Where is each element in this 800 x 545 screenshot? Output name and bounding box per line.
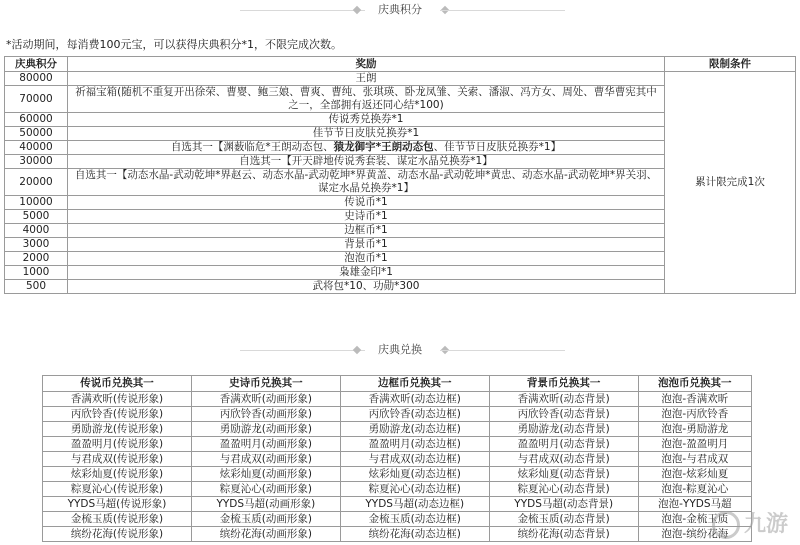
exchange-cell: 泡泡-缤纷花海 bbox=[638, 527, 751, 542]
reward-cell: 史诗币*1 bbox=[68, 210, 665, 224]
table-row bbox=[43, 437, 752, 452]
exchange-cell: 丙欣铃香(动画形象) bbox=[191, 407, 340, 422]
exchange-cell: 与君成双(动态背景) bbox=[489, 452, 638, 467]
points-cell: 2000 bbox=[5, 252, 68, 266]
exchange-cell: YYDS马超(动态边框) bbox=[340, 497, 489, 512]
site-watermark: 九游 bbox=[712, 507, 788, 539]
reward-cell bbox=[68, 141, 665, 155]
reward-cell: 背景币*1 bbox=[68, 238, 665, 252]
exchange-cell: 勇励游龙(传说形象) bbox=[43, 422, 192, 437]
exchange-cell: 泡泡-香满欢昕 bbox=[638, 392, 751, 407]
logo-icon bbox=[712, 511, 740, 539]
activity-note: *活动期间，每消费100元宝，可以获得庆典积分*1，不限完成次数。 bbox=[6, 38, 342, 51]
header-bubble-coin: 泡泡币兑换其一 bbox=[638, 376, 751, 392]
exchange-cell: 炫彩灿夏(动态背景) bbox=[489, 467, 638, 482]
exchange-cell: 泡泡-炫彩灿夏 bbox=[638, 467, 751, 482]
exchange-cell: 与君成双(动态边框) bbox=[340, 452, 489, 467]
points-cell: 20000 bbox=[5, 169, 68, 196]
reward-cell: 边框币*1 bbox=[68, 224, 665, 238]
exchange-cell: 泡泡-金梳玉质 bbox=[638, 512, 751, 527]
points-cell: 50000 bbox=[5, 127, 68, 141]
exchange-cell: 香满欢昕(传说形象) bbox=[43, 392, 192, 407]
exchange-cell: 粽夏沁心(传说形象) bbox=[43, 482, 192, 497]
exchange-cell: 粽夏沁心(动态背景) bbox=[489, 482, 638, 497]
points-cell: 70000 bbox=[5, 86, 68, 113]
table-row bbox=[43, 407, 752, 422]
exchange-cell: 盈盈明月(动画形象) bbox=[191, 437, 340, 452]
header-background-coin: 背景币兑换其一 bbox=[489, 376, 638, 392]
exchange-cell: 泡泡-YYDS马超 bbox=[638, 497, 751, 512]
table-row bbox=[43, 467, 752, 482]
reward-cell: 传说币*1 bbox=[68, 196, 665, 210]
reward-cell: 王朗 bbox=[68, 72, 665, 86]
points-cell: 60000 bbox=[5, 113, 68, 127]
points-cell: 80000 bbox=[5, 72, 68, 86]
exchange-cell: 盈盈明月(传说形象) bbox=[43, 437, 192, 452]
reward-text: 自选其一【渊薮临危*王朗动态包、 bbox=[170, 141, 334, 153]
section-title-points: 庆典积分 bbox=[378, 3, 422, 16]
exchange-cell: 缤纷花海(传说形象) bbox=[43, 527, 192, 542]
exchange-cell: 缤纷花海(动态背景) bbox=[489, 527, 638, 542]
exchange-cell: 金梳玉质(传说形象) bbox=[43, 512, 192, 527]
header-frame-coin: 边框币兑换其一 bbox=[340, 376, 489, 392]
points-cell: 3000 bbox=[5, 238, 68, 252]
reward-cell: 武将包*10、功勋*300 bbox=[68, 280, 665, 294]
exchange-cell: 炫彩灿夏(传说形象) bbox=[43, 467, 192, 482]
exchange-cell: 泡泡-盈盈明月 bbox=[638, 437, 751, 452]
exchange-cell: 粽夏沁心(动态边框) bbox=[340, 482, 489, 497]
points-cell: 5000 bbox=[5, 210, 68, 224]
exchange-cell: 香满欢昕(动态边框) bbox=[340, 392, 489, 407]
exchange-cell: 泡泡-勇励游龙 bbox=[638, 422, 751, 437]
table-row bbox=[43, 512, 752, 527]
section-divider-exchange bbox=[0, 342, 800, 358]
exchange-cell: 勇励游龙(动态背景) bbox=[489, 422, 638, 437]
section-title-exchange: 庆典兑换 bbox=[378, 343, 422, 356]
exchange-cell: 勇励游龙(动态边框) bbox=[340, 422, 489, 437]
exchange-cell: 盈盈明月(动态边框) bbox=[340, 437, 489, 452]
exchange-cell: 缤纷花海(动画形象) bbox=[191, 527, 340, 542]
reward-text: 猿龙御宇*王朗动态包 bbox=[333, 141, 434, 153]
table-row bbox=[5, 72, 796, 86]
reward-cell: 祈福宝箱(随机不重复开出徐荣、曹婴、鲍三娘、曹爽、曹纯、张琪瑛、卧龙凤雏、关索、潘淑、冯方女、周处、曹华曹宪其中之一，全部拥有返还同心结*100) bbox=[68, 86, 665, 113]
exchange-cell: 炫彩灿夏(动态边框) bbox=[340, 467, 489, 482]
reward-cell: 佳节节日皮肤兑换券*1 bbox=[68, 127, 665, 141]
header-epic-coin: 史诗币兑换其一 bbox=[191, 376, 340, 392]
exchange-cell: 与君成双(动画形象) bbox=[191, 452, 340, 467]
table-row bbox=[43, 422, 752, 437]
exchange-cell: 金梳玉质(动态背景) bbox=[489, 512, 638, 527]
exchange-cell: 泡泡-丙欣铃香 bbox=[638, 407, 751, 422]
exchange-cell: 香满欢昕(动态背景) bbox=[489, 392, 638, 407]
reward-text: 、佳节节日皮肤兑换券*1】 bbox=[433, 141, 562, 153]
exchange-cell: 丙欣铃香(动态背景) bbox=[489, 407, 638, 422]
table-row bbox=[43, 482, 752, 497]
points-cell: 10000 bbox=[5, 196, 68, 210]
table-row bbox=[43, 527, 752, 542]
exchange-cell: 盈盈明月(动态背景) bbox=[489, 437, 638, 452]
exchange-cell: 丙欣铃香(传说形象) bbox=[43, 407, 192, 422]
exchange-cell: 炫彩灿夏(动画形象) bbox=[191, 467, 340, 482]
exchange-cell: 金梳玉质(动画形象) bbox=[191, 512, 340, 527]
reward-cell: 自选其一【动态水晶-武动乾坤*界赵云、动态水晶-武动乾坤*界黄盖、动态水晶-武动乾坤*黄忠、动态水晶-武动乾坤*界关羽、谋定水晶兑换券*1】 bbox=[68, 169, 665, 196]
table-row bbox=[43, 452, 752, 467]
exchange-cell: 粽夏沁心(动画形象) bbox=[191, 482, 340, 497]
exchange-cell: YYDS马超(动画形象) bbox=[191, 497, 340, 512]
limit-cell: 累计限完成1次 bbox=[665, 72, 796, 294]
exchange-cell: 缤纷花海(动态边框) bbox=[340, 527, 489, 542]
reward-cell: 传说秀兑换券*1 bbox=[68, 113, 665, 127]
points-cell: 4000 bbox=[5, 224, 68, 238]
table-row bbox=[43, 392, 752, 407]
reward-cell: 枭雄金印*1 bbox=[68, 266, 665, 280]
exchange-cell: YYDS马超(传说形象) bbox=[43, 497, 192, 512]
exchange-cell: 与君成双(传说形象) bbox=[43, 452, 192, 467]
exchange-cell: 香满欢昕(动画形象) bbox=[191, 392, 340, 407]
reward-cell: 泡泡币*1 bbox=[68, 252, 665, 266]
exchange-cell: YYDS马超(动态背景) bbox=[489, 497, 638, 512]
table-row bbox=[43, 497, 752, 512]
exchange-cell: 丙欣铃香(动态边框) bbox=[340, 407, 489, 422]
header-legend-coin: 传说币兑换其一 bbox=[43, 376, 192, 392]
points-cell: 30000 bbox=[5, 155, 68, 169]
header-limit: 限制条件 bbox=[665, 57, 796, 72]
section-divider-points bbox=[0, 2, 800, 18]
header-points: 庆典积分 bbox=[5, 57, 68, 72]
rewards-table bbox=[4, 56, 796, 294]
exchange-cell: 泡泡-粽夏沁心 bbox=[638, 482, 751, 497]
points-cell: 40000 bbox=[5, 141, 68, 155]
points-cell: 1000 bbox=[5, 266, 68, 280]
points-cell: 500 bbox=[5, 280, 68, 294]
exchange-cell: 泡泡-与君成双 bbox=[638, 452, 751, 467]
exchange-table bbox=[42, 375, 752, 542]
exchange-cell: 勇励游龙(动画形象) bbox=[191, 422, 340, 437]
exchange-cell: 金梳玉质(动态边框) bbox=[340, 512, 489, 527]
header-reward: 奖励 bbox=[68, 57, 665, 72]
reward-cell: 自选其一【开天辟地传说秀套装、谋定水晶兑换券*1】 bbox=[68, 155, 665, 169]
